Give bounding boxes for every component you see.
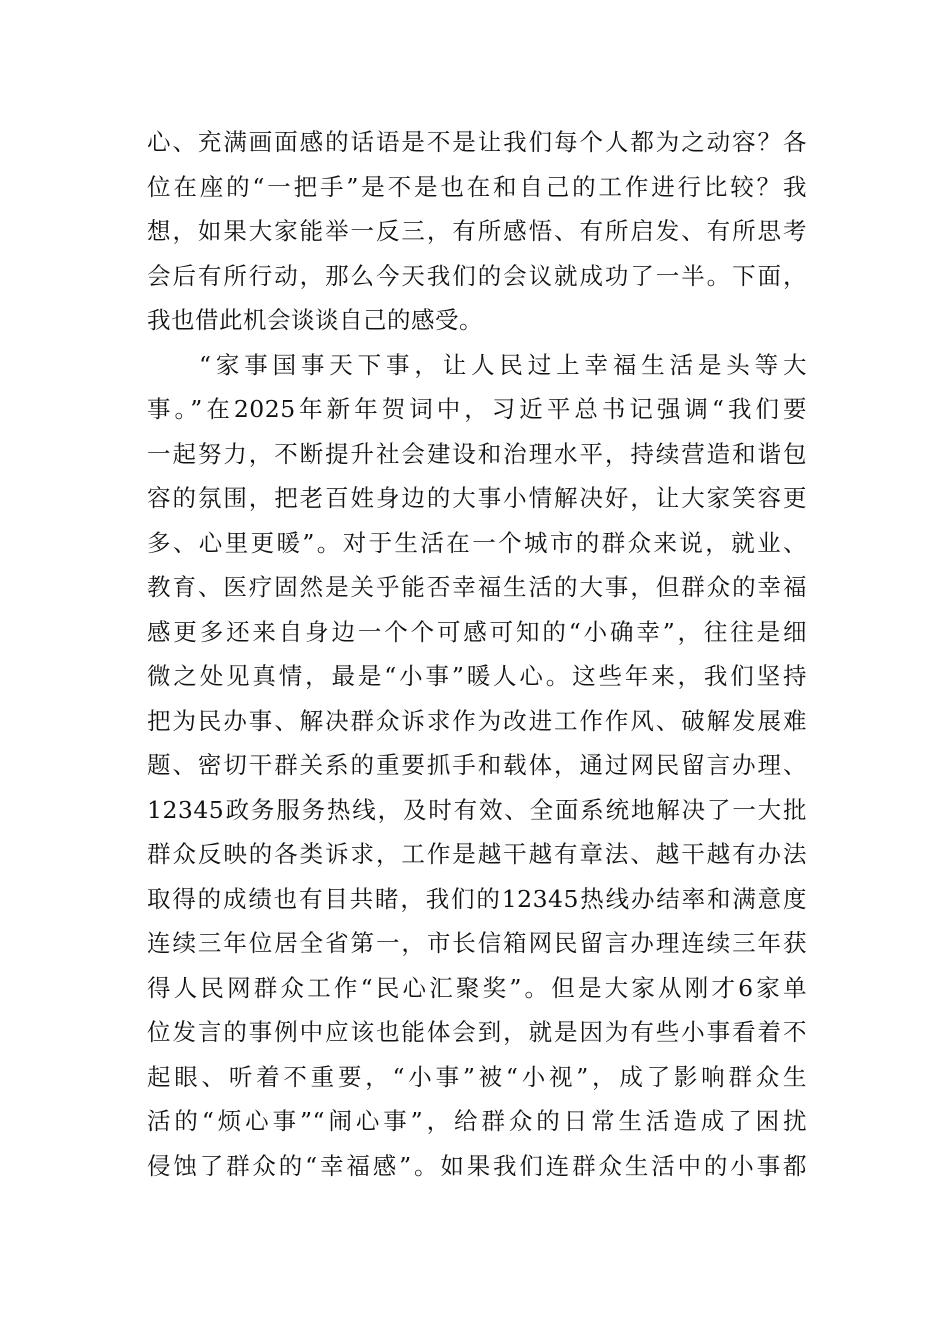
text-line-2: 位在座的“一把手”是不是也在和自己的工作进行比较？我 — [147, 172, 807, 201]
text-line-7: 事。”在2025年新年贺词中，习近平总书记强调“我们要 — [147, 395, 807, 423]
text-line-8: 一起努力，不断提升社会建设和治理水平，持续营造和谐包 — [147, 439, 807, 468]
text-line-23: 活的“烦心事”“闹心事”，给群众的日常生活造成了困扰 — [147, 1107, 807, 1135]
text-line-21: 位发言的事例中应该也能体会到，就是因为有些小事看着不 — [147, 1018, 807, 1046]
text-line-18: 取得的成绩也有目共睹，我们的12345热线办结率和满意度 — [147, 884, 807, 913]
text-line-1: 心、充满画面感的话语是不是让我们每个人都为之动容？各 — [147, 128, 807, 156]
text-line-20: 得人民网群众工作“民心汇聚奖”。但是大家从刚才6家单 — [147, 973, 807, 1002]
text-line-22: 起眼、听着不重要，“小事”被“小视”，成了影响群众生 — [147, 1062, 807, 1091]
text-line-9: 容的氛围，把老百姓身边的大事小情解决好，让大家笑容更 — [147, 484, 807, 512]
text-line-3: 想，如果大家能举一反三，有所感悟、有所启发、有所思考 — [147, 217, 807, 245]
text-line-24: 侵蚀了群众的“幸福感”。如果我们连群众生活中的小事都 — [147, 1151, 807, 1180]
text-line-5: 我也借此机会谈谈自己的感受。 — [147, 306, 483, 334]
text-line-6: “家事国事天下事，让人民过上幸福生活是头等大 — [199, 350, 807, 379]
body-text — [147, 120, 807, 1188]
text-line-14: 把为民办事、解决群众诉求作为改进工作作风、破解发展难 — [147, 706, 807, 735]
text-line-19: 连续三年位居全省第一，市长信箱网民留言办理连续三年获 — [147, 929, 807, 957]
text-line-10: 多、心里更暖”。对于生活在一个城市的群众来说，就业、 — [147, 528, 807, 557]
text-line-4: 会后有所行动，那么今天我们的会议就成功了一半。下面， — [147, 261, 807, 290]
text-line-12: 感更多还来自身边一个个可感可知的“小确幸”，往往是细 — [147, 617, 807, 646]
text-line-15: 题、密切干群关系的重要抓手和载体，通过网民留言办理、 — [147, 751, 807, 779]
text-line-17: 群众反映的各类诉求，工作是越干越有章法、越干越有办法 — [147, 840, 807, 868]
text-line-16: 12345政务服务热线，及时有效、全面系统地解决了一大批 — [147, 795, 807, 824]
text-line-11: 教育、医疗固然是关乎能否幸福生活的大事，但群众的幸福 — [147, 573, 807, 601]
text-line-13: 微之处见真情，最是“小事”暖人心。这些年来，我们坚持 — [147, 662, 807, 690]
